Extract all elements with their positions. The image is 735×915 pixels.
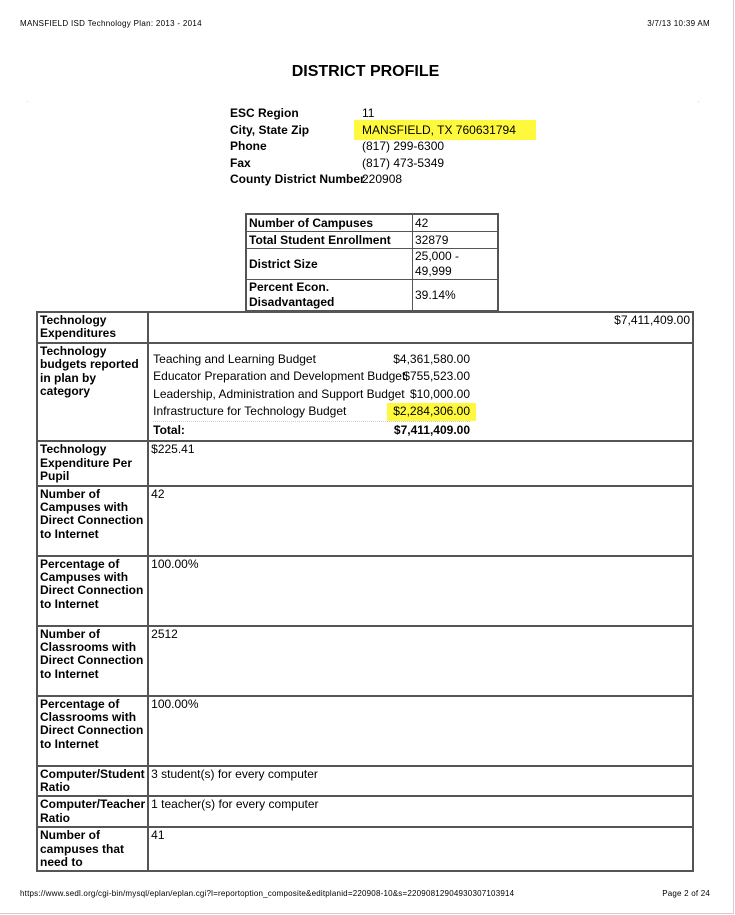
budget-total	[153, 422, 690, 440]
table-row	[246, 249, 498, 280]
table-row	[37, 796, 693, 827]
row-value: 3 student(s) for every computer	[148, 766, 693, 797]
header-document-title: MANSFIELD ISD Technology Plan: 2013 - 2014	[20, 19, 202, 28]
row-value: $7,411,409.00	[148, 312, 693, 343]
row-value: 2512	[148, 626, 693, 696]
table-row	[37, 556, 693, 626]
row-label: Number of campuses that need to	[37, 827, 148, 871]
page-title: DISTRICT PROFILE	[291, 63, 440, 80]
decorative-dot: ·	[697, 96, 700, 106]
budget-item	[153, 403, 690, 421]
row-label: Number of Classrooms with Direct Connection to Internet	[37, 626, 148, 696]
row-value: $225.41	[148, 441, 693, 485]
technology-table	[36, 311, 694, 872]
stat-value: 42	[413, 214, 499, 232]
row-value: 41	[148, 827, 693, 871]
info-label: ESC Region	[230, 106, 299, 120]
row-label: Technology budgets reported in plan by category	[37, 343, 148, 442]
budget-cell	[148, 343, 693, 442]
budget-item-amount: $755,523.00	[403, 369, 470, 384]
budget-item-amount: $10,000.00	[409, 386, 470, 401]
stat-label: Total Student Enrollment	[246, 232, 413, 249]
stat-label: District Size	[246, 249, 413, 280]
row-label: Technology Expenditures	[37, 312, 148, 343]
table-row	[37, 827, 693, 871]
budget-item-amount-highlighted: $2,284,306.00	[387, 403, 476, 421]
row-value: 100.00%	[148, 556, 693, 626]
header-timestamp: 3/7/13 10:39 AM	[647, 19, 710, 28]
table-row	[37, 626, 693, 696]
row-label: Technology Expenditure Per Pupil	[37, 441, 148, 485]
row-label: Number of Campuses with Direct Connection to Internet	[37, 486, 148, 556]
info-label: Fax	[230, 155, 251, 170]
table-row	[246, 232, 498, 249]
info-value: 11	[362, 106, 375, 120]
district-stats-table	[245, 213, 499, 312]
budget-item	[153, 386, 690, 404]
footer-url: https://www.sedl.org/cgi-bin/mysql/eplan/eplan.cgi?l=reportoption_composite&editplanid=220908-10&s=22090812904930307103914	[20, 889, 515, 898]
stat-value: 32879	[413, 232, 499, 249]
row-value: 100.00%	[148, 696, 693, 766]
budget-category-list	[153, 351, 690, 440]
info-label: City, State Zip	[230, 122, 310, 137]
table-row	[37, 696, 693, 766]
stat-label: Percent Econ. Disadvantaged	[246, 280, 413, 312]
info-value: (817) 299-6300	[362, 139, 445, 153]
budget-item-name: Teaching and Learning Budget	[153, 351, 316, 366]
row-label: Computer/Teacher Ratio	[37, 796, 148, 827]
table-row	[37, 486, 693, 556]
table-row	[37, 312, 693, 343]
decorative-dot: ·	[26, 96, 29, 106]
budget-item	[153, 368, 690, 386]
table-row	[37, 343, 693, 442]
budget-item-name: Educator Preparation and Development Budget	[153, 369, 406, 384]
row-label: Computer/Student Ratio	[37, 766, 148, 797]
info-value-highlighted: MANSFIELD, TX 760631794	[354, 120, 536, 140]
info-value: (817) 473-5349	[362, 155, 445, 170]
footer-page-number: Page 2 of 24	[662, 889, 710, 898]
row-value: 42	[148, 486, 693, 556]
table-row	[246, 214, 498, 232]
budget-item-name: Infrastructure for Technology Budget	[153, 404, 347, 419]
stat-label: Number of Campuses	[246, 214, 413, 232]
budget-item	[153, 351, 690, 369]
budget-total-label: Total:	[153, 422, 185, 437]
budget-item-name: Leadership, Administration and Support Budget	[153, 386, 405, 401]
stat-value: 39.14%	[413, 280, 499, 312]
info-value: 220908	[362, 172, 403, 186]
budget-total-amount: $7,411,409.00	[393, 422, 470, 437]
table-row	[37, 441, 693, 485]
info-label: County District Number	[230, 172, 365, 186]
row-label: Percentage of Classrooms with Direct Connection to Internet	[37, 696, 148, 766]
table-row	[37, 766, 693, 797]
table-row	[246, 280, 498, 312]
budget-item-amount: $4,361,580.00	[393, 351, 470, 366]
row-label: Percentage of Campuses with Direct Connection to Internet	[37, 556, 148, 626]
stat-value: 25,000 - 49,999	[413, 249, 499, 280]
row-value: 1 teacher(s) for every computer	[148, 796, 693, 827]
info-label: Phone	[230, 139, 267, 153]
